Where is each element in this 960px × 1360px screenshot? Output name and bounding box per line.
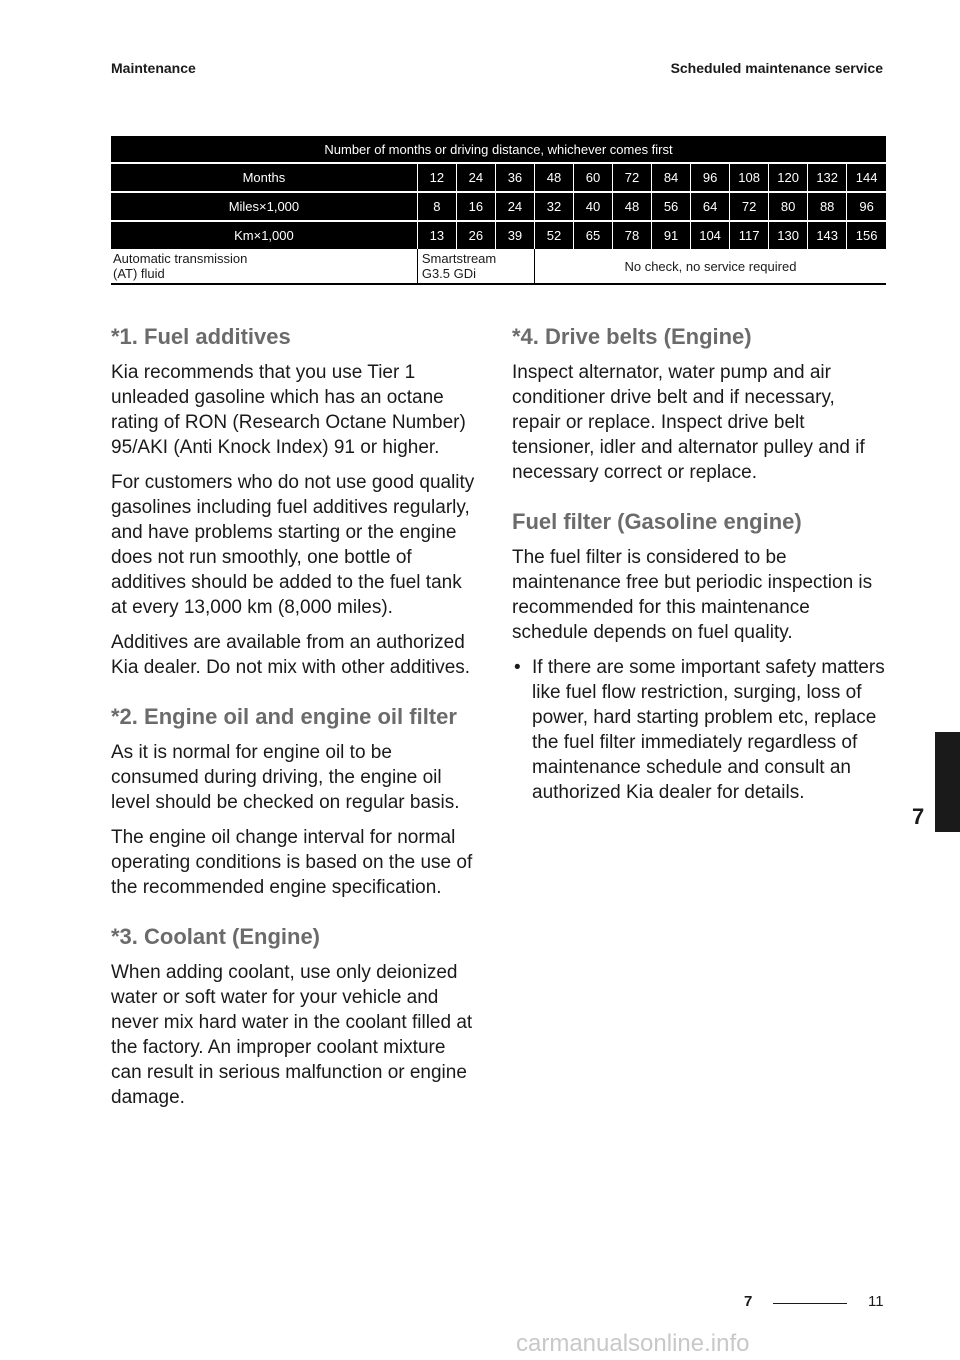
table-cell: 130 [769,221,808,249]
paragraph: Kia recommends that you use Tier 1 unleaded gasoline which has an octane rating of RON (Research Octane Number) 95/AKI (Anti Knock Index) 91 or higher. [111,362,466,458]
chapter-tab [935,732,960,832]
table-row-km [111,221,886,249]
table-row-miles [111,192,886,221]
table-cell: 64 [691,192,730,221]
row-label: Months [111,163,417,192]
table-cell: 120 [769,163,808,192]
table-cell: 48 [534,163,573,192]
table-cell: 117 [730,221,769,249]
section-fuel-filter [512,507,886,805]
maintenance-schedule-table [111,136,886,285]
paragraph: When adding coolant, use only deionized water or soft water for your vehicle and never mix hard water in the coolant filled at the factory. An improper coolant mixture can result in serious malfunction or engine damage. [111,962,473,1108]
section-heading: *3. Coolant (Engine) [111,924,320,949]
section-heading: *1. Fuel additives [111,324,291,349]
chapter-tab-number: 7 [912,804,925,829]
table-cell: 144 [847,163,886,192]
table-row-at-fluid [111,249,886,284]
header-page-title: Scheduled maintenance service [670,60,883,76]
list-item-text: If there are some important safety matters like fuel flow restriction, surging, loss of power, hard starting problem etc, replace the fuel filter immediately regardless of maintenance schedule and consult an authorized Kia dealer for details. [532,657,885,803]
table-cell: 143 [808,221,847,249]
table-cell: 48 [613,192,652,221]
footer-divider [773,1303,847,1304]
table-cell: 12 [417,163,456,192]
row-label: Miles×1,000 [111,192,417,221]
footer-chapter-number: 7 [744,1293,753,1310]
table-cell: 88 [808,192,847,221]
service-cell: No check, no service required [534,249,886,284]
paragraph: Additives are available from an authorized Kia dealer. Do not mix with other additives. [111,632,471,678]
table-cell: 78 [613,221,652,249]
section-heading: *4. Drive belts (Engine) [512,324,752,349]
table-title: Number of months or driving distance, whichever comes first [111,136,886,163]
table-cell: 36 [495,163,534,192]
footer-page-number: 11 [868,1293,884,1310]
table-row-months [111,163,886,192]
table-cell: 16 [456,192,495,221]
table-cell: 96 [691,163,730,192]
header-section-title: Maintenance [111,60,196,76]
table-cell: 104 [691,221,730,249]
table-cell: 8 [417,192,456,221]
section-heading: *2. Engine oil and engine oil filter [111,704,457,729]
section-engine-oil [111,702,477,900]
bullet-list [512,655,886,805]
section-heading: Fuel filter (Gasoline engine) [512,509,802,534]
paragraph: Inspect alternator, water pump and air conditioner drive belt and if necessary, repair or replace. Inspect drive belt tensioner, idler and alternator pulley and if necessary correct or replace. [512,362,865,483]
table-cell: 132 [808,163,847,192]
item-name-cell [111,249,417,284]
left-column [111,322,477,1132]
bullet-icon: • [514,657,521,678]
engine-line1: Smartstream [421,251,497,266]
table-cell: 91 [652,221,691,249]
section-drive-belts [512,322,886,485]
paragraph: For customers who do not use good quality gasolines including fuel additives regularly, and have problems starting or the engine does not run smoothly, one bottle of additives should be added to the fuel tank at every 13,000 km (8,000 miles). [111,472,475,618]
table-cell: 32 [534,192,573,221]
table-cell: 108 [730,163,769,192]
table-cell: 52 [534,221,573,249]
row-label: Km×1,000 [111,221,417,249]
table-cell: 56 [652,192,691,221]
table-cell: 72 [613,163,652,192]
table-cell: 65 [573,221,612,249]
table-cell: 72 [730,192,769,221]
table-title-row [111,136,886,163]
table-cell: 24 [456,163,495,192]
table-cell: 26 [456,221,495,249]
table-cell: 96 [847,192,886,221]
table-cell: 156 [847,221,886,249]
paragraph: As it is normal for engine oil to be consumed during driving, the engine oil level should be checked on regular basis. [111,742,460,813]
engine-line2: G3.5 GDi [421,266,477,281]
table-cell: 80 [769,192,808,221]
table-cell: 13 [417,221,456,249]
table-cell: 39 [495,221,534,249]
table-cell: 24 [495,192,534,221]
watermark: carmanualsonline.info [516,1330,750,1357]
right-column [512,322,886,827]
table-cell: 84 [652,163,691,192]
section-fuel-additives [111,322,477,680]
table-cell: 40 [573,192,612,221]
paragraph: The fuel filter is considered to be maintenance free but periodic inspection is recommended for this maintenance schedule depends on fuel quality. [512,547,873,643]
section-coolant [111,922,477,1110]
engine-cell [417,249,534,284]
paragraph: The engine oil change interval for normal operating conditions is based on the use of the recommended engine specification. [111,827,473,898]
item-name-line2: (AT) fluid [113,266,165,281]
item-name-line1: Automatic transmission [113,251,248,266]
table-cell: 60 [573,163,612,192]
list-item [512,655,886,805]
